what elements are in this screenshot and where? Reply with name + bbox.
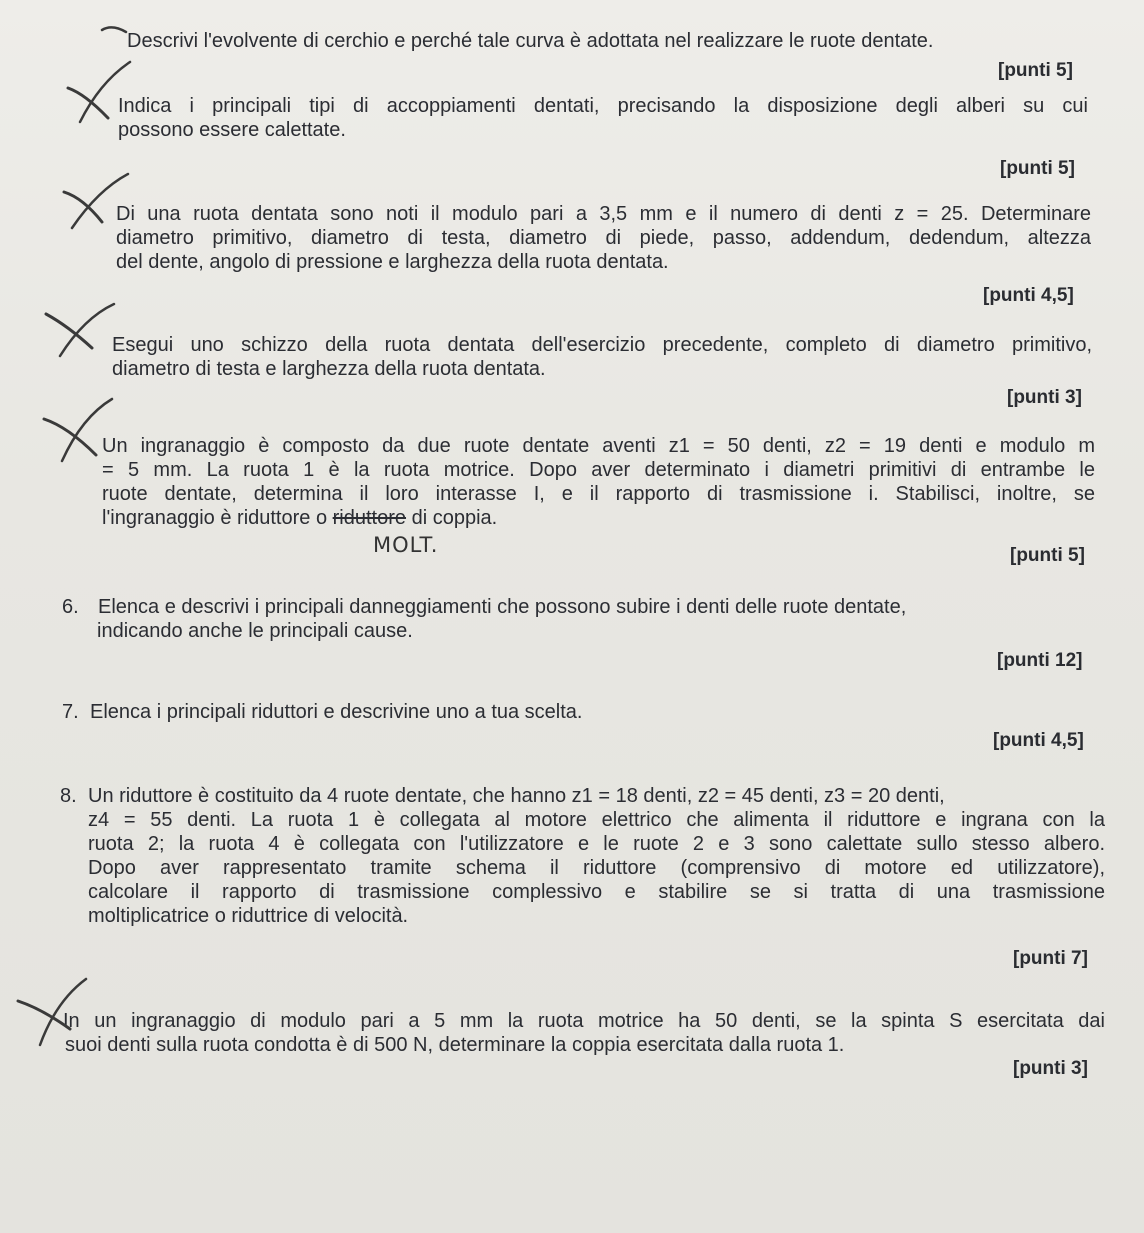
question-2-line-1: Indica i principali tipi di accoppiamenti dentati, precisando la disposizione degli alberi su cui	[118, 95, 1088, 117]
question-5-line-4	[102, 506, 1095, 530]
question-6	[62, 595, 1042, 643]
question-8-line-4: Dopo aver rappresentato tramite schema il riduttore (comprensivo di motore ed utilizzatore),	[88, 857, 1105, 879]
question-5-line-2: = 5 mm. La ruota 1 è la ruota motrice. Dopo aver determinato i diametri primitivi di entrambe le	[102, 459, 1095, 481]
pen-mark-q1	[100, 18, 130, 38]
question-4	[112, 333, 1092, 381]
question-8	[60, 784, 1105, 928]
question-1-points: [punti 5]	[998, 60, 1073, 81]
question-5-line-4-start: l'ingranaggio è riduttore o	[102, 507, 333, 529]
question-3	[116, 202, 1091, 274]
question-9-line-2: suoi denti sulla ruota condotta è di 500 N, determinare la coppia esercitata dalla ruota 1.	[65, 1034, 845, 1056]
question-6-number: 6.	[62, 596, 79, 618]
question-6-points: [punti 12]	[997, 650, 1083, 671]
question-8-line-6: moltiplicatrice o riduttrice di velocità.	[88, 905, 409, 927]
question-9	[63, 1009, 1105, 1057]
question-9-points: [punti 3]	[1013, 1058, 1088, 1079]
question-8-line-1	[60, 784, 1105, 808]
x-mark-q9	[12, 975, 92, 1055]
question-3-line-2: diametro primitivo, diametro di testa, diametro di piede, passo, addendum, dedendum, altezza	[116, 227, 1091, 249]
question-9-line-1: In un ingranaggio di modulo pari a 5 mm la ruota motrice ha 50 denti, se la spinta S esercitata dai	[63, 1010, 1105, 1032]
question-4-points: [punti 3]	[1007, 387, 1082, 408]
question-8-number: 8.	[60, 785, 77, 807]
question-6-line-2: indicando anche le principali cause.	[97, 620, 413, 642]
question-4-line-1: Esegui uno schizzo della ruota dentata dell'esercizio precedente, completo di diametro primitivo,	[112, 334, 1092, 356]
question-5	[102, 434, 1095, 530]
x-mark-q3	[58, 170, 133, 240]
question-8-line-3: ruota 2; la ruota 4 è collegata con l'utilizzatore e le ruote 2 e 3 sono calettate sullo stesso albero.	[88, 833, 1105, 855]
x-mark-q5	[38, 395, 118, 470]
question-3-line-3: del dente, angolo di pressione e larghezza della ruota dentata.	[116, 251, 669, 273]
question-5-line-4-end: di coppia.	[406, 507, 498, 529]
question-8-points: [punti 7]	[1013, 948, 1088, 969]
question-7-line-1	[62, 700, 762, 724]
question-3-line-1: Di una ruota dentata sono noti il modulo pari a 3,5 mm e il numero di denti z = 25. Determinare	[116, 203, 1091, 225]
strikethrough-word: riduttore	[332, 507, 407, 529]
question-5-points: [punti 5]	[1010, 545, 1085, 566]
question-5-line-3: ruote dentate, determina il loro interasse I, e il rapporto di trasmissione i. Stabilisci, inoltre, se	[102, 483, 1095, 505]
question-2	[118, 94, 1088, 142]
question-3-points: [punti 4,5]	[983, 285, 1074, 306]
question-4-line-2: diametro di testa e larghezza della ruota dentata.	[112, 358, 546, 380]
handwritten-note: MOLT.	[373, 533, 439, 557]
x-mark-q2	[60, 58, 135, 128]
question-8-line-1-text: Un riduttore è costituito da 4 ruote dentate, che hanno z1 = 18 denti, z2 = 45 denti, z3 = 20 denti,	[88, 785, 945, 807]
x-mark-q4	[40, 300, 120, 365]
question-6-line-1	[62, 595, 1042, 619]
question-2-line-2: possono essere calettate.	[118, 119, 346, 141]
question-5-line-1: Un ingranaggio è composto da due ruote dentate aventi z1 = 50 denti, z2 = 19 denti e modulo m	[102, 435, 1095, 457]
question-8-line-5: calcolare il rapporto di trasmissione complessivo e stabilire se si tratta di una trasmissione	[88, 881, 1105, 903]
question-1-line-1: Descrivi l'evolvente di cerchio e perché tale curva è adottata nel realizzare le ruote dentate.	[127, 30, 934, 52]
question-7-points: [punti 4,5]	[993, 730, 1084, 751]
question-6-line-1-text: Elenca e descrivi i principali danneggiamenti che possono subire i denti delle ruote dentate,	[98, 596, 907, 618]
question-7-number: 7.	[62, 701, 79, 723]
question-1	[127, 29, 1027, 53]
question-7-line-1-text: Elenca i principali riduttori e descrivine uno a tua scelta.	[90, 701, 583, 723]
question-8-line-2: z4 = 55 denti. La ruota 1 è collegata al motore elettrico che alimenta il riduttore e ingrana con la	[88, 809, 1105, 831]
question-7	[62, 700, 762, 724]
question-2-points: [punti 5]	[1000, 158, 1075, 179]
